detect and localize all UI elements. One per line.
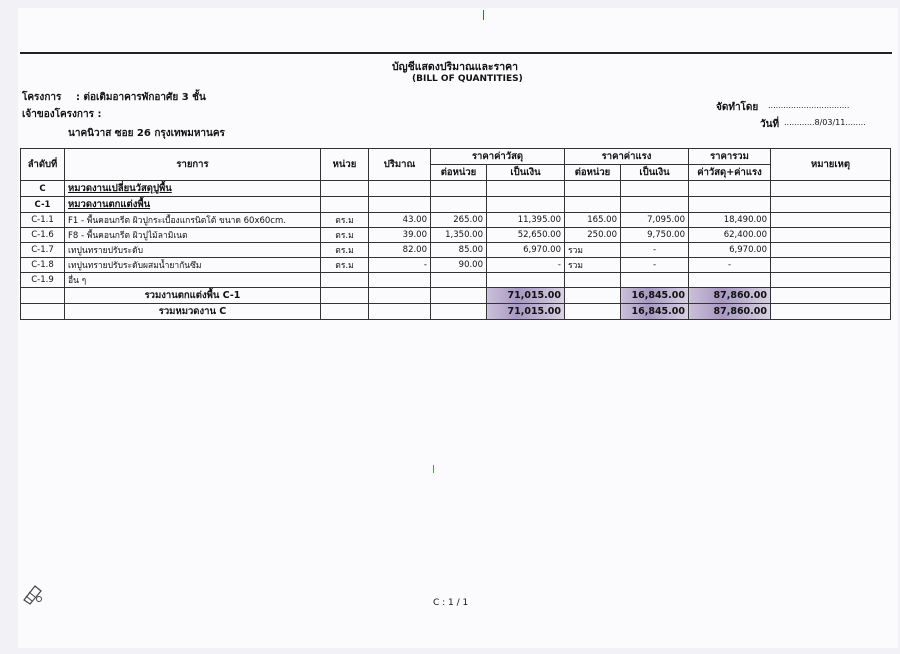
row-lab-unit	[565, 197, 621, 213]
col-mat-unit: ต่อหน่วย	[431, 165, 487, 181]
row-remark	[771, 243, 891, 258]
col-total-group: ราคารวม	[689, 149, 771, 165]
row-item: เทปูนทรายปรับระดับ	[65, 243, 321, 258]
table-row	[21, 258, 891, 273]
row-mat-unit: 90.00	[431, 258, 487, 273]
project-value: : ต่อเติมอาคารพักอาศัย 3 ชั้น	[76, 92, 206, 103]
subtotal-row	[21, 288, 891, 304]
col-material-group: ราคาค่าวัสดุ	[431, 149, 565, 165]
row-remark	[771, 181, 891, 197]
total-spacer	[565, 304, 621, 320]
prepared-by-value: ................................	[768, 101, 850, 110]
row-mat-unit	[431, 273, 487, 288]
total-spacer	[771, 304, 891, 320]
row-unit: ตร.ม	[321, 213, 369, 228]
row-unit	[321, 273, 369, 288]
page-number: C : 1 / 1	[433, 598, 469, 608]
row-mat-unit	[431, 197, 487, 213]
total-label: รวมงานตกแต่งพื้น C-1	[65, 288, 321, 304]
row-qty: -	[369, 258, 431, 273]
total-spacer	[431, 288, 487, 304]
col-unit: หน่วย	[321, 149, 369, 181]
col-lab-unit: ต่อหน่วย	[565, 165, 621, 181]
row-no: C-1.7	[21, 243, 65, 258]
col-remark: หมายเหตุ	[771, 149, 891, 181]
row-qty	[369, 273, 431, 288]
doc-title-en: (BILL OF QUANTITIES)	[412, 74, 523, 84]
date-label: วันที่	[760, 119, 780, 130]
table-row	[21, 181, 891, 197]
total-spacer	[21, 288, 65, 304]
row-qty: 39.00	[369, 228, 431, 243]
row-unit: ตร.ม	[321, 243, 369, 258]
total-spacer	[321, 304, 369, 320]
row-mat-unit: 265.00	[431, 213, 487, 228]
row-no: C-1.6	[21, 228, 65, 243]
row-mat-unit	[431, 181, 487, 197]
row-lab-unit	[565, 181, 621, 197]
table-row	[21, 243, 891, 258]
row-total: 6,970.00	[689, 243, 771, 258]
total-mat-amount: 71,015.00	[487, 288, 565, 304]
row-lab-amount	[621, 181, 689, 197]
bill-of-quantities-table	[20, 148, 891, 320]
table-row	[21, 273, 891, 288]
row-qty	[369, 181, 431, 197]
row-item: หมวดงานเปลี่ยนวัสดุปูพื้น	[65, 181, 321, 197]
row-mat-amount	[487, 197, 565, 213]
col-labor-group: ราคาค่าแรง	[565, 149, 689, 165]
top-border	[20, 52, 892, 54]
col-no: ลำดับที่	[21, 149, 65, 181]
date-value: ............8/03/11........	[784, 118, 866, 127]
row-mat-amount: -	[487, 258, 565, 273]
row-total: -	[689, 258, 771, 273]
row-no: C-1	[21, 197, 65, 213]
row-qty: 43.00	[369, 213, 431, 228]
prepared-by-label: จัดทำโดย	[716, 102, 759, 113]
row-remark	[771, 228, 891, 243]
row-qty: 82.00	[369, 243, 431, 258]
row-item: F8 - พื้นคอนกรีต ผิวปูไม้ลามิเนต	[65, 228, 321, 243]
owner-label: เจ้าของโครงการ :	[22, 109, 102, 120]
row-total	[689, 197, 771, 213]
total-spacer	[431, 304, 487, 320]
row-lab-unit: รวม	[565, 258, 621, 273]
total-grand: 87,860.00	[689, 304, 771, 320]
project-label: โครงการ	[22, 92, 62, 103]
total-lab-amount: 16,845.00	[621, 304, 689, 320]
row-lab-amount: 7,095.00	[621, 213, 689, 228]
header-row	[21, 149, 891, 165]
row-lab-unit: 250.00	[565, 228, 621, 243]
row-mat-amount: 6,970.00	[487, 243, 565, 258]
total-label: รวมหมวดงาน C	[65, 304, 321, 320]
row-remark	[771, 197, 891, 213]
total-mat-amount: 71,015.00	[487, 304, 565, 320]
doc-title-th: บัญชีแสดงปริมาณและราคา	[392, 61, 519, 73]
total-spacer	[321, 288, 369, 304]
table-row	[21, 228, 891, 243]
row-mat-amount	[487, 181, 565, 197]
row-no: C-1.9	[21, 273, 65, 288]
row-mat-amount	[487, 273, 565, 288]
row-lab-amount: 9,750.00	[621, 228, 689, 243]
row-lab-amount: -	[621, 243, 689, 258]
row-qty	[369, 197, 431, 213]
row-no: C-1.1	[21, 213, 65, 228]
row-mat-unit: 1,350.00	[431, 228, 487, 243]
row-lab-amount	[621, 197, 689, 213]
total-lab-amount: 16,845.00	[621, 288, 689, 304]
row-item: อื่น ๆ	[65, 273, 321, 288]
row-lab-amount	[621, 273, 689, 288]
row-no: C	[21, 181, 65, 197]
col-total-sub: ค่าวัสดุ+ค่าแรง	[689, 165, 771, 181]
total-grand: 87,860.00	[689, 288, 771, 304]
project-location: นาคนิวาส ซอย 26 กรุงเทพมหานคร	[68, 128, 225, 139]
row-no: C-1.8	[21, 258, 65, 273]
total-row	[21, 304, 891, 320]
table-row	[21, 213, 891, 228]
pen-scribble-icon	[20, 580, 46, 606]
row-item: F1 - พื้นคอนกรีต ผิวปูกระเบื้องแกรนิตโต้ ขนาด 60x60cm.	[65, 213, 321, 228]
row-total	[689, 181, 771, 197]
row-mat-amount: 52,650.00	[487, 228, 565, 243]
row-lab-unit: รวม	[565, 243, 621, 258]
scan-mark	[433, 465, 434, 473]
row-total: 18,490.00	[689, 213, 771, 228]
row-remark	[771, 258, 891, 273]
col-mat-amount: เป็นเงิน	[487, 165, 565, 181]
row-unit: ตร.ม	[321, 258, 369, 273]
row-remark	[771, 213, 891, 228]
col-item: รายการ	[65, 149, 321, 181]
row-mat-amount: 11,395.00	[487, 213, 565, 228]
total-spacer	[21, 304, 65, 320]
row-total: 62,400.00	[689, 228, 771, 243]
row-unit	[321, 197, 369, 213]
row-lab-unit	[565, 273, 621, 288]
col-lab-amount: เป็นเงิน	[621, 165, 689, 181]
row-unit: ตร.ม	[321, 228, 369, 243]
row-item: หมวดงานตกแต่งพื้น	[65, 197, 321, 213]
row-item: เทปูนทรายปรับระดับผสมน้ำยากันซึม	[65, 258, 321, 273]
total-spacer	[771, 288, 891, 304]
row-lab-amount: -	[621, 258, 689, 273]
row-total	[689, 273, 771, 288]
scan-mark	[483, 10, 484, 20]
row-mat-unit: 85.00	[431, 243, 487, 258]
col-qty: ปริมาณ	[369, 149, 431, 181]
row-lab-unit: 165.00	[565, 213, 621, 228]
table-row	[21, 197, 891, 213]
total-spacer	[565, 288, 621, 304]
row-remark	[771, 273, 891, 288]
row-unit	[321, 181, 369, 197]
total-spacer	[369, 288, 431, 304]
total-spacer	[369, 304, 431, 320]
